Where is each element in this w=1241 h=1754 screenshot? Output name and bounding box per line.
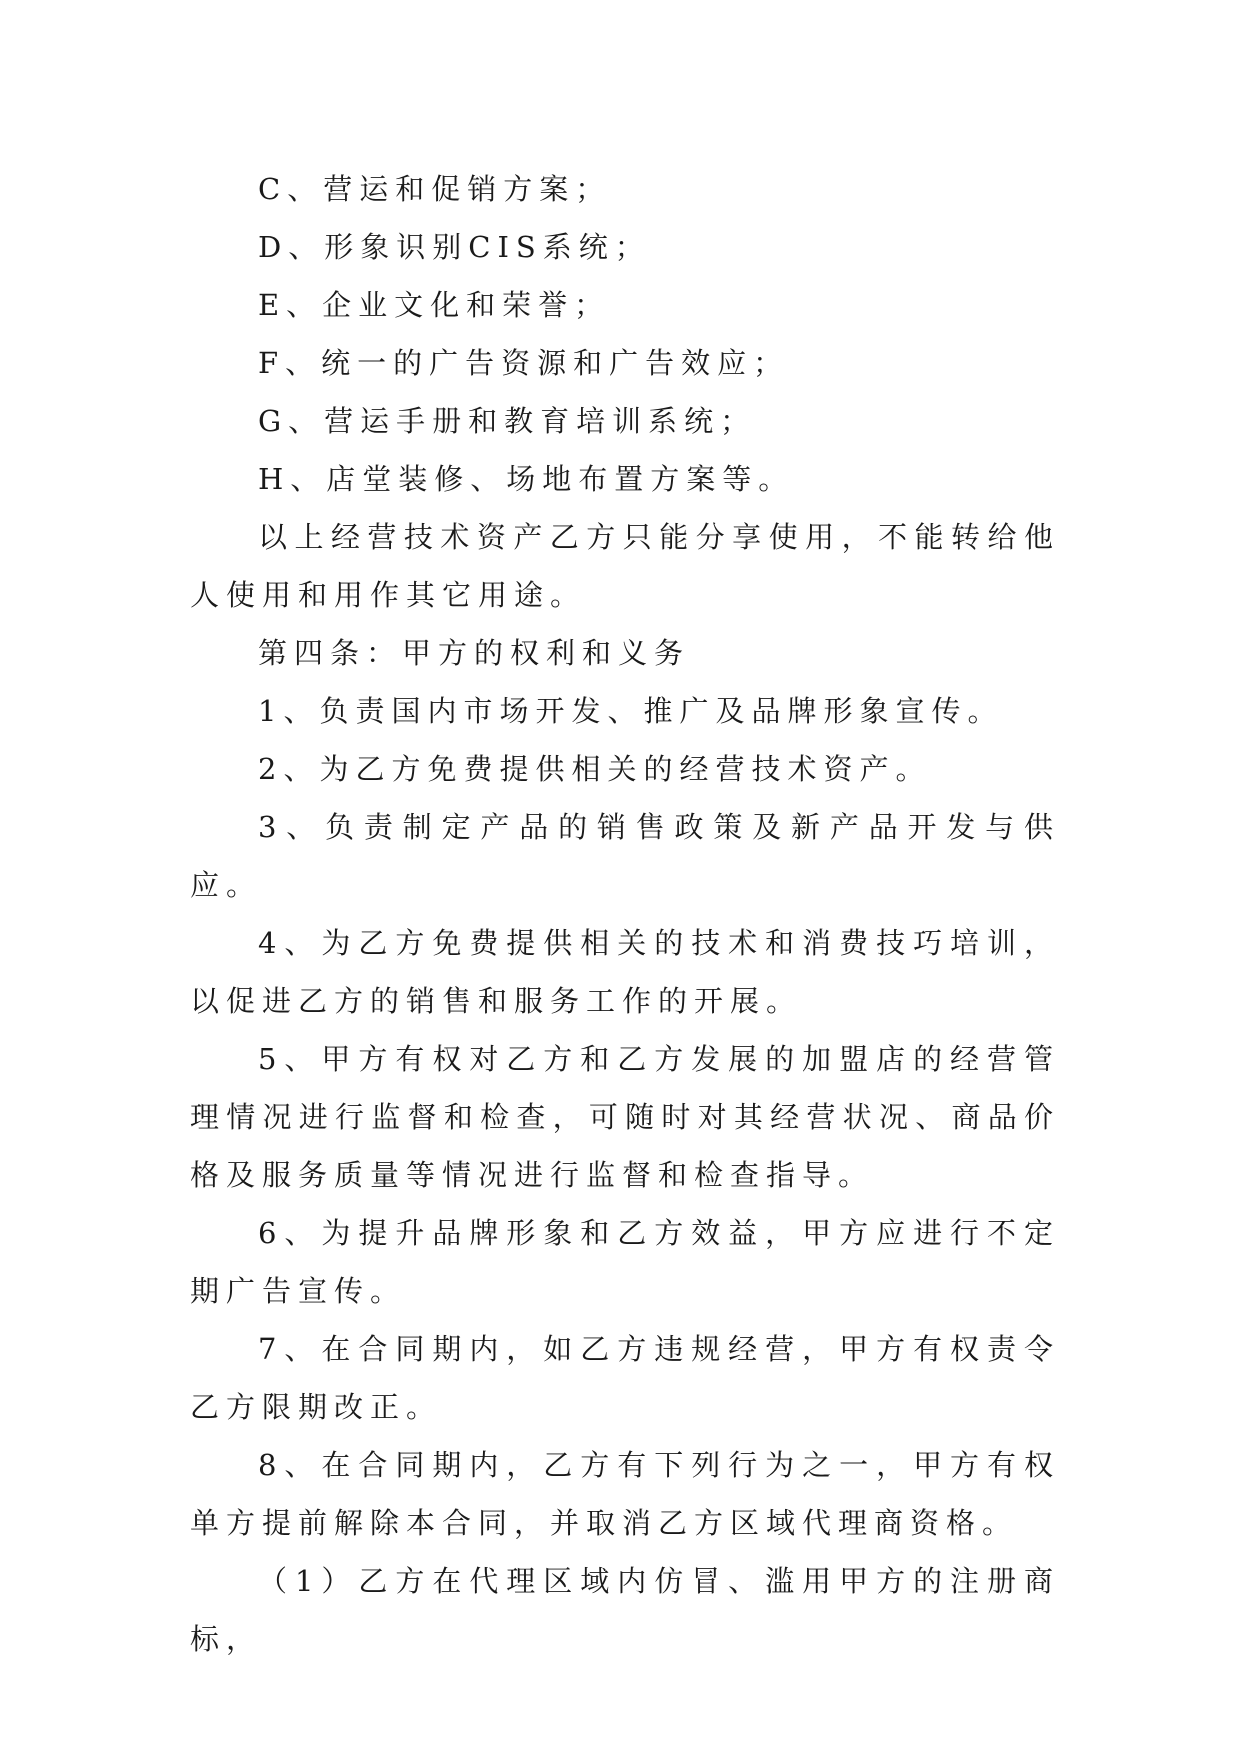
- clause-2: 2、为乙方免费提供相关的经营技术资产。: [258, 752, 932, 786]
- list-item-d: D、形象识别CIS系统；: [258, 230, 651, 264]
- article-heading: 第四条：甲方的权利和义务: [258, 636, 691, 670]
- list-item-h: H、店堂装修、场地布置方案等。: [258, 462, 795, 496]
- list-item-g: G、营运手册和教育培训系统；: [258, 404, 757, 438]
- clause-8: 8、在合同期内，乙方有下列行为之一，甲方有权单方提前解除本合同，并取消乙方区域代理商资格。: [190, 1448, 1060, 1540]
- document-body: [190, 160, 1060, 1668]
- sub-clause-1: （1）乙方在代理区域内仿冒、滥用甲方的注册商标，: [190, 1564, 1060, 1656]
- list-item-c: C、营运和促销方案；: [258, 172, 612, 206]
- clause-5: 5、甲方有权对乙方和乙方发展的加盟店的经营管理情况进行监督和检查，可随时对其经营状况、商品价格及服务质量等情况进行监督和检查指导。: [190, 1042, 1060, 1192]
- clause-6: 6、为提升品牌形象和乙方效益，甲方应进行不定期广告宣传。: [190, 1216, 1060, 1308]
- list-item-f: F、统一的广告资源和广告效应；: [258, 346, 790, 380]
- clause-4: 4、为乙方免费提供相关的技术和消费技巧培训，以促进乙方的销售和服务工作的开展。: [190, 926, 1060, 1018]
- assets-usage-paragraph: 以上经营技术资产乙方只能分享使用，不能转给他人使用和用作其它用途。: [190, 520, 1060, 612]
- clause-7: 7、在合同期内，如乙方违规经营，甲方有权责令乙方限期改正。: [190, 1332, 1060, 1424]
- clause-1: 1、负责国内市场开发、推广及品牌形象宣传。: [258, 694, 1004, 728]
- list-item-e: E、企业文化和荣誉；: [258, 288, 611, 322]
- clause-3: 3、负责制定产品的销售政策及新产品开发与供应。: [190, 810, 1060, 902]
